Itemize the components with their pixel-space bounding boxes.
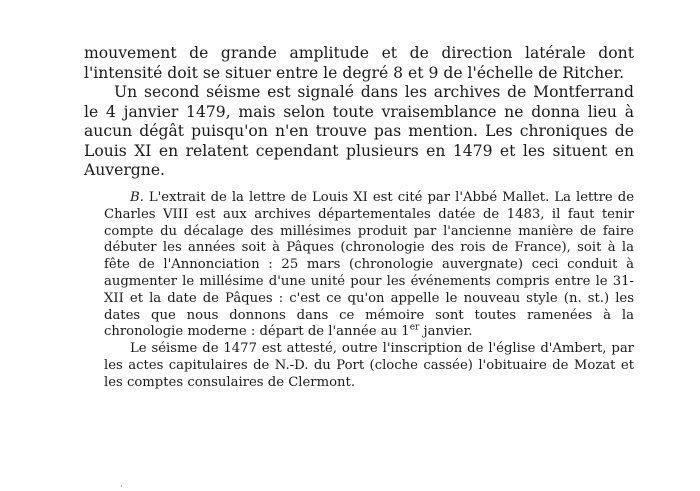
footnote-text: L'extrait de la lettre de Louis XI est cité par l'Abbé Mallet. La lettre de Charles VIII est aux archives départementales datée de 1483, il faut tenir compte du décalage des millésimes produit par l'ancienne manière de faire débuter les années soit à Pâques (chronologie des rois de France), soit à la fête de l'Annonciation : 25 mars (chronologie auvergnate) ceci conduit à augmenter le millésime d'une unité pour les événements compris entre le 31-XII et la date de Pâques : c'est ce qu'on appelle le nouveau style (n. st.) les dates que nous donnons dans ce mémoire sont toutes ramenées à la chronologie moderne : départ de l'année au 1	[104, 190, 634, 340]
main-paragraph-1: mouvement de grande amplitude et de direction latérale dont l'intensité doit se situer entre le degré 8 et 9 de l'échelle de Ritcher.	[84, 44, 634, 82]
main-paragraph-2: Un second séisme est signalé dans les archives de Montferrand le 4 janvier 1479, mais selon toute vraisemblance ne donna lieu à aucun dégât puisqu'on n'en trouve pas mention. Les chroniques de Louis XI en relatent cependant plusieurs en 1479 et les situent en Auvergne.	[84, 83, 634, 179]
main-text	[84, 44, 634, 181]
scan-speck: ·	[120, 482, 123, 491]
footnote-text-end: janvier.	[419, 324, 473, 340]
footnote-section	[104, 190, 634, 392]
footnote-paragraph-1	[104, 190, 634, 341]
footnote-paragraph-2: Le séisme de 1477 est attesté, outre l'inscription de l'église d'Ambert, par les actes capitulaires de N.-D. du Port (cloche cassée) l'obituaire de Mozat et les comptes consulaires de Clermont.	[104, 341, 634, 390]
footnote-superscript: er	[409, 322, 420, 333]
footnote-marker: B.	[130, 190, 144, 205]
